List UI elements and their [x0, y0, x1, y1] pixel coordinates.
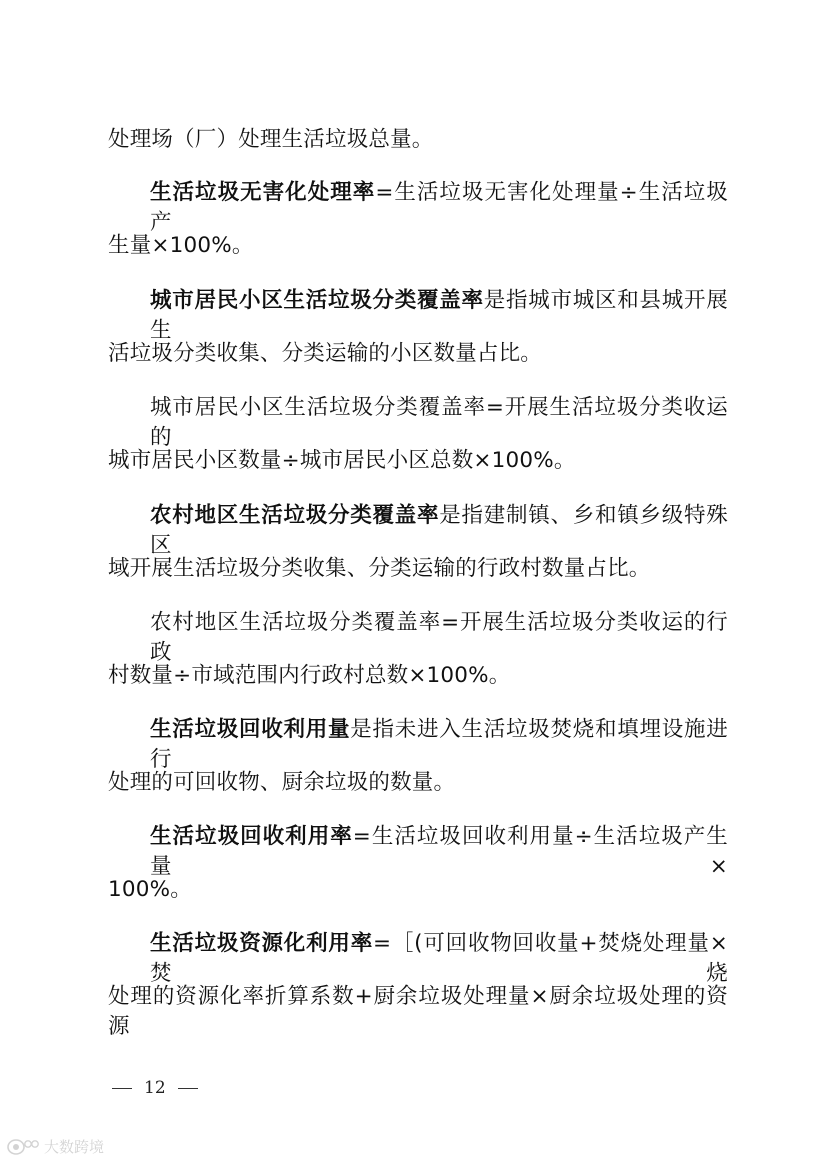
text-line — [108, 982, 728, 1042]
footer-dash-right — [178, 1088, 198, 1089]
text-line — [150, 929, 728, 989]
text-span: 城市居民小区数量÷城市居民小区总数×100%。 — [108, 448, 576, 473]
text-line — [150, 501, 728, 561]
text-line — [150, 178, 728, 238]
text-span: 处理的资源化率折算系数+厨余垃圾处理量×厨余垃圾处理的资源 — [108, 984, 728, 1039]
text-line — [150, 286, 728, 346]
text-span: 村数量÷市域范围内行政村总数×100%。 — [108, 663, 511, 688]
text-span: 是指建制镇、乡和镇乡级特殊区 — [150, 503, 728, 558]
text-span: 是指城市城区和县城开展生 — [150, 288, 728, 343]
footer-dash-left — [112, 1088, 132, 1089]
text-line — [108, 661, 728, 691]
text-span: 处理的可回收物、厨余垃圾的数量。 — [108, 770, 456, 795]
eye-logo-icon — [6, 1137, 40, 1157]
text-span: 城市居民小区生活垃圾分类覆盖率=开展生活垃圾分类收运的 — [150, 395, 728, 450]
text-line — [150, 393, 728, 453]
text-span: =［(可回收物回收量+焚烧处理量×焚烧 — [150, 931, 728, 986]
text-line — [150, 822, 728, 882]
text-line — [150, 715, 728, 775]
term-heading: 生活垃圾回收利用量 — [150, 717, 351, 742]
watermark — [6, 1136, 104, 1157]
text-line — [108, 231, 728, 261]
text-line — [108, 554, 728, 584]
term-heading: 生活垃圾资源化利用率 — [150, 931, 374, 956]
text-span: =生活垃圾回收利用量÷生活垃圾产生量× — [150, 824, 728, 879]
text-line — [108, 125, 728, 155]
text-line — [108, 875, 728, 905]
page-footer — [112, 1078, 198, 1098]
text-span: 100%。 — [108, 877, 192, 902]
text-line — [108, 446, 728, 476]
text-span: =生活垃圾无害化处理量÷生活垃圾产 — [150, 180, 728, 235]
page-number: 12 — [144, 1078, 166, 1098]
text-span: 域开展生活垃圾分类收集、分类运输的行政村数量占比。 — [108, 556, 651, 581]
term-heading: 城市居民小区生活垃圾分类覆盖率 — [150, 288, 484, 313]
term-heading: 农村地区生活垃圾分类覆盖率 — [150, 503, 440, 528]
text-span: 生量×100%。 — [108, 233, 254, 258]
text-span: 农村地区生活垃圾分类覆盖率=开展生活垃圾分类收运的行政 — [150, 610, 728, 665]
text-line — [150, 608, 728, 668]
text-span: 活垃圾分类收集、分类运输的小区数量占比。 — [108, 341, 543, 366]
text-line — [108, 768, 728, 798]
text-span: 处理场（厂）处理生活垃圾总量。 — [108, 127, 434, 152]
text-line — [108, 339, 728, 369]
watermark-text: 大数跨境 — [44, 1138, 105, 1156]
term-heading: 生活垃圾回收利用率 — [150, 824, 353, 849]
text-span: 是指未进入生活垃圾焚烧和填埋设施进行 — [150, 717, 728, 772]
term-heading: 生活垃圾无害化处理率 — [150, 180, 376, 205]
